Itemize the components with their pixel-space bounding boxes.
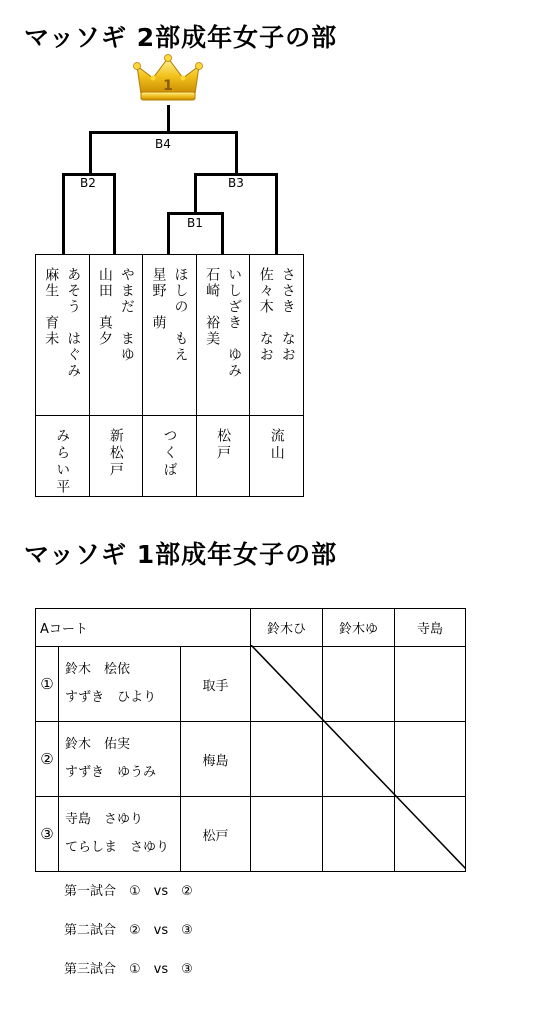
entry-name: 佐々木 なお [257,267,274,363]
bracket-b3-left [194,173,197,214]
result-cell [251,797,323,872]
result-cell [323,722,395,797]
bracket-entry-table [35,254,304,497]
entry-club: 松戸 [215,428,232,462]
crown-number: 1 [163,78,173,94]
bracket-b1-right [221,212,224,254]
column-header: 鈴木ひ [251,609,323,647]
entry-club: 流山 [268,428,285,462]
entry-club: つくば [161,428,178,479]
bracket-b4-left [89,131,92,176]
bracket-b3-right [275,173,278,254]
bracket-final-stem [167,105,170,133]
player-names [59,647,181,722]
player-name: 寺島 さゆり [65,812,144,827]
entry-kana: いしざき ゆみ [226,267,243,379]
entry-kana: ささき なお [279,267,296,363]
entry-kana: ほしの もえ [172,267,189,363]
section-1-title: マッソギ 1部成年女子の部 [24,540,338,569]
player-kana: てらしま さゆり [65,840,170,855]
entry-kana: やまだ まゆ [118,267,135,363]
bracket-final-bar [89,131,238,134]
entry-name: 星野 萌 [150,267,167,331]
result-cell [395,797,466,872]
court-label: Aコート [36,609,251,647]
player-club: 取手 [181,647,251,722]
bracket-label-b3: B3 [228,176,244,190]
entry-club: 新松戸 [107,428,124,479]
result-cell [251,722,323,797]
entry-club: みらい平 [54,428,71,496]
club-cell [250,416,304,497]
entry-cell [196,255,250,416]
player-number: ③ [36,797,59,872]
entry-kana: あそう はぐみ [65,267,82,379]
entry-cell [250,255,304,416]
player-name: 鈴木 桧依 [65,662,131,677]
player-number: ② [36,722,59,797]
result-cell [323,647,395,722]
column-header: 寺島 [395,609,466,647]
bracket-label-b1: B1 [187,216,203,230]
entry-cell [36,255,90,416]
player-names [59,797,181,872]
match-line: 第一試合 ① vs ② [64,884,193,899]
bracket-label-b4: B4 [155,137,171,151]
column-header: 鈴木ゆ [323,609,395,647]
match-line: 第二試合 ② vs ③ [64,923,193,938]
league-table [35,608,466,872]
result-cell [395,647,466,722]
player-number: ① [36,647,59,722]
bracket-b2-left [62,173,65,254]
match-line: 第三試合 ① vs ③ [64,962,193,977]
player-name: 鈴木 佑実 [65,737,131,752]
bracket-b1-left [167,212,170,254]
bracket-label-b2: B2 [80,176,96,190]
player-club: 梅島 [181,722,251,797]
club-cell [89,416,143,497]
player-names [59,722,181,797]
section-2-title: マッソギ 2部成年女子の部 [24,23,338,52]
entry-name: 麻生 育未 [43,267,60,347]
bracket-b1-bar [167,212,224,215]
player-club: 松戸 [181,797,251,872]
player-kana: すずき ゆうみ [65,765,157,780]
crown-icon [133,54,203,104]
player-kana: すずき ひより [65,690,157,705]
result-cell [323,797,395,872]
entry-name: 石崎 裕美 [204,267,221,347]
entry-cell [89,255,143,416]
club-cell [196,416,250,497]
club-cell [143,416,197,497]
club-cell [36,416,90,497]
result-cell [251,647,323,722]
result-cell [395,722,466,797]
bracket-b4-right [235,131,238,176]
bracket-b2-right [113,173,116,254]
entry-cell [143,255,197,416]
entry-name: 山田 真夕 [96,267,113,347]
